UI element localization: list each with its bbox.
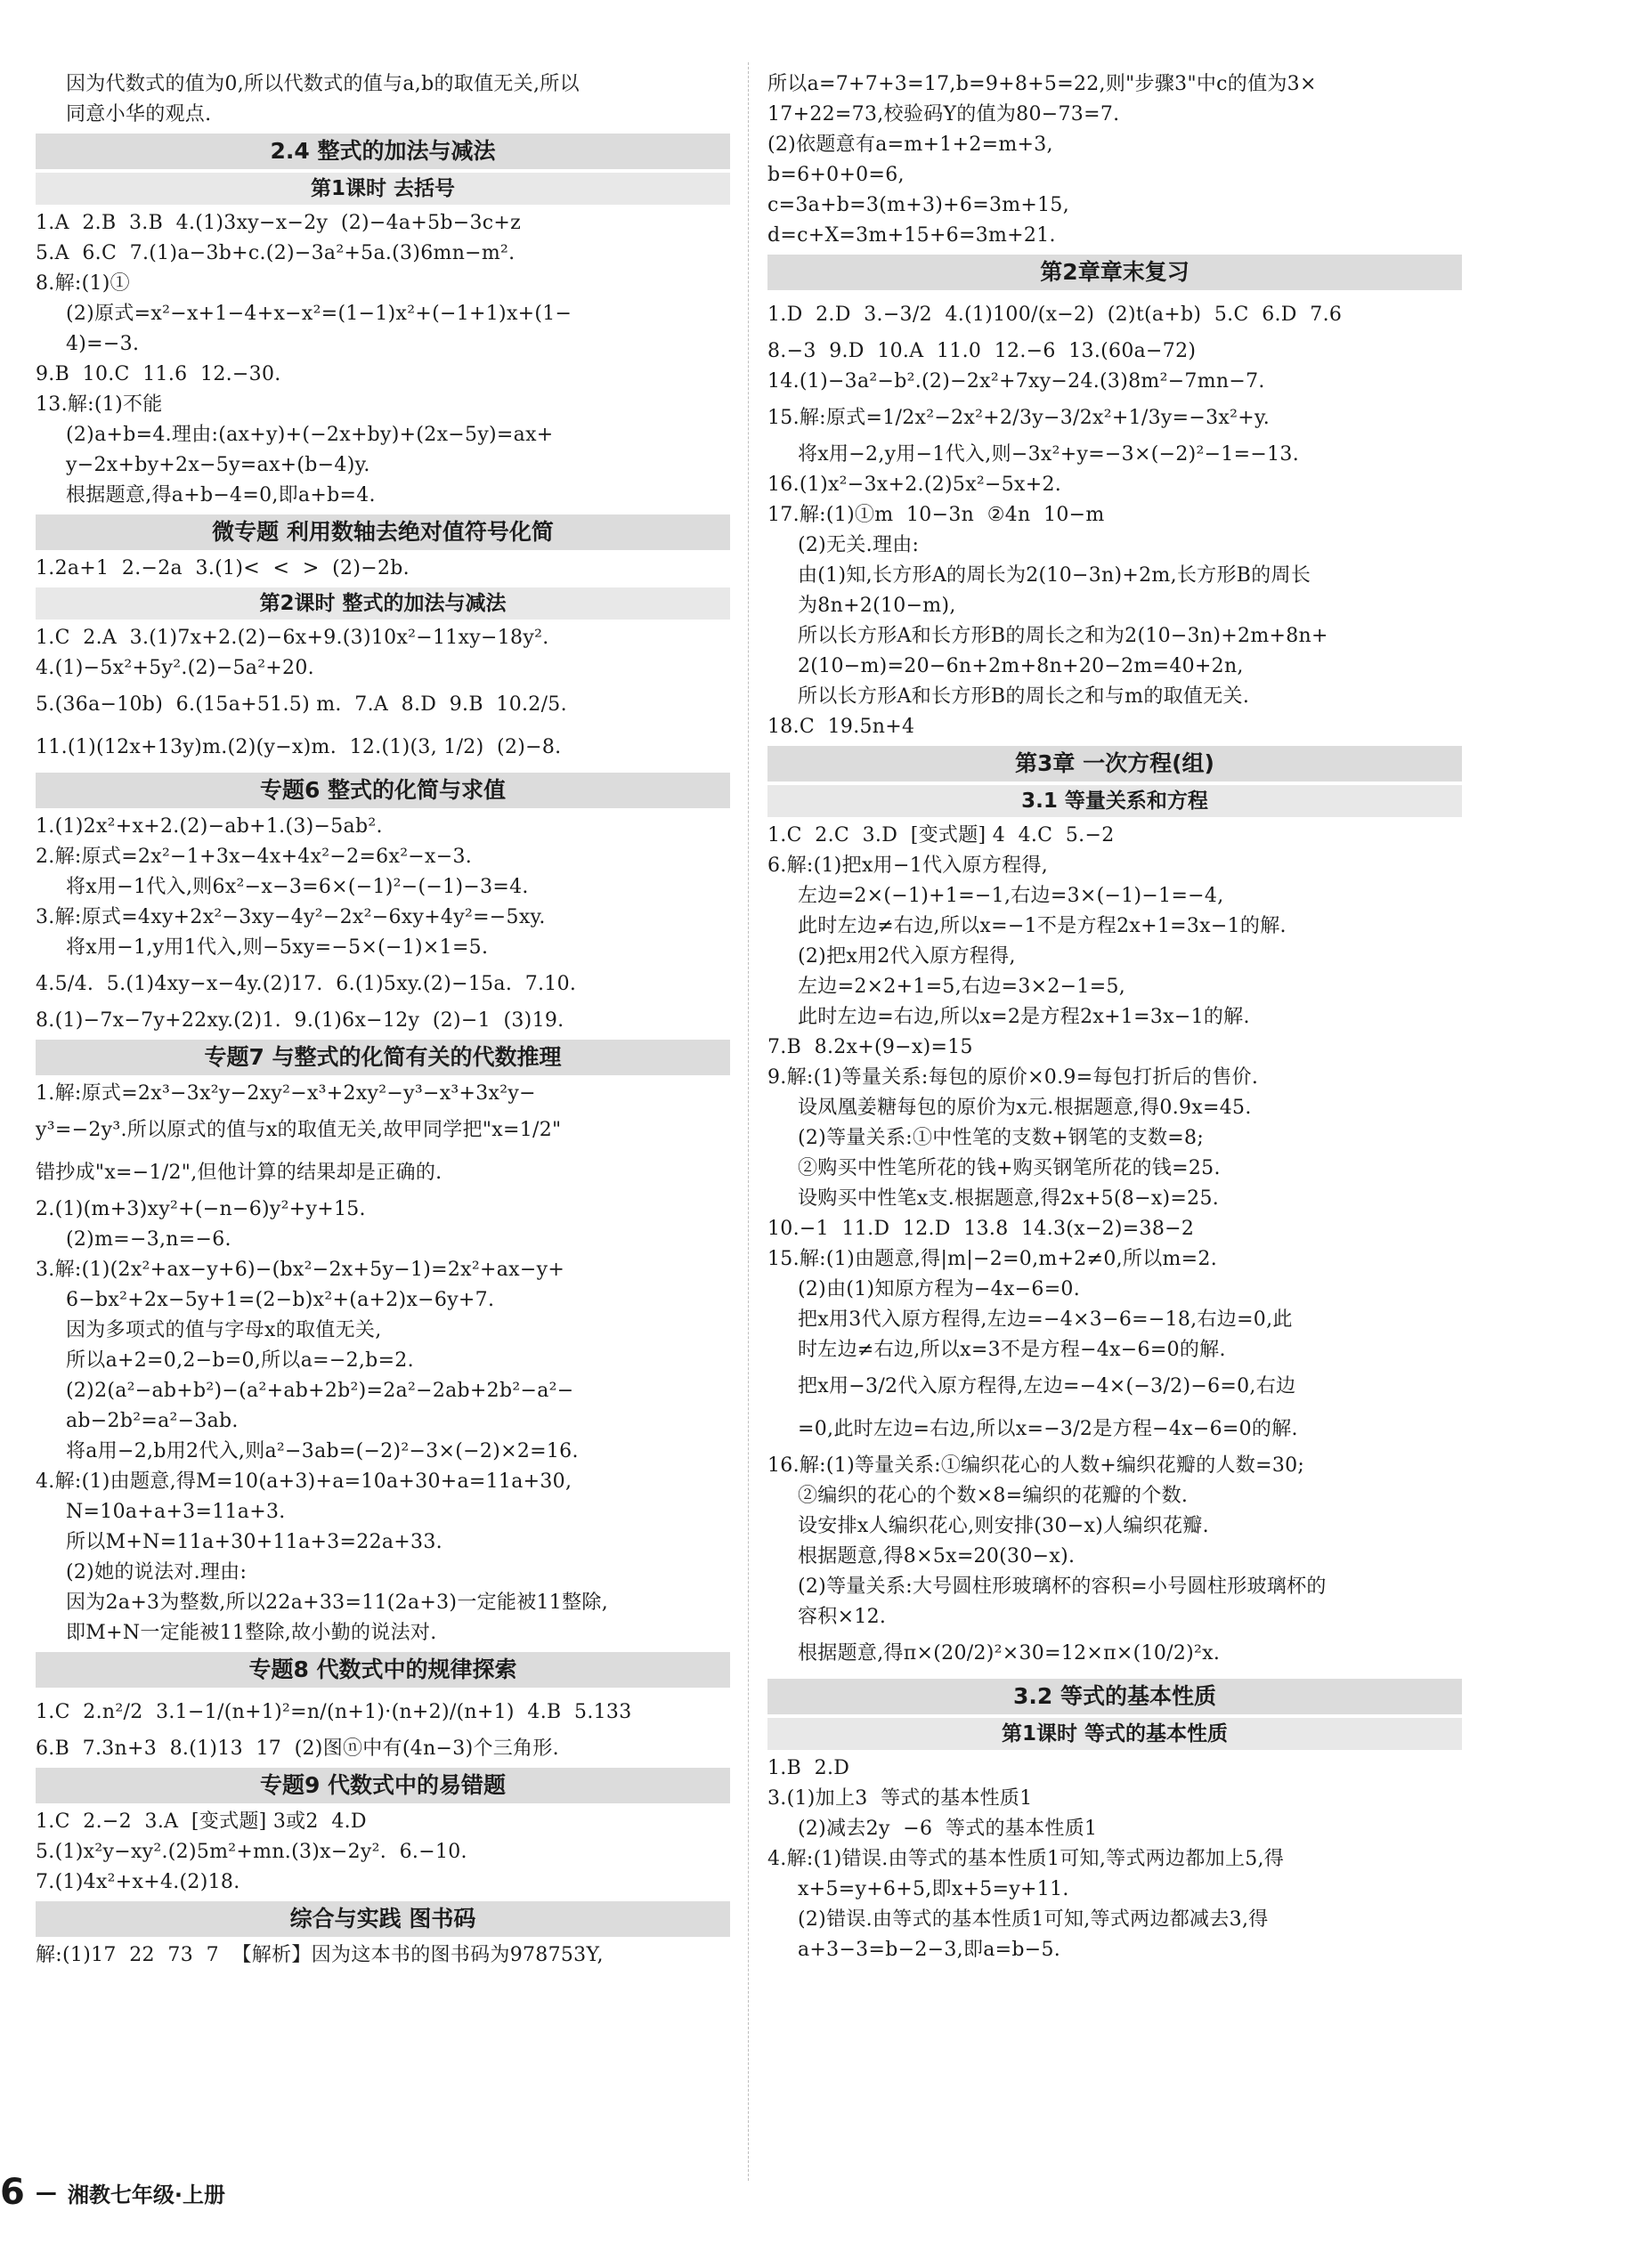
answer-line: 设凤凰姜糖每包的原价为x元.根据题意,得0.9x=45. — [798, 1097, 1252, 1119]
section-heading: 2.4 整式的加法与减法 — [36, 134, 730, 169]
answer-line: 1.解:原式=2x³−3x²y−2xy²−x³+2xy²−y³−x³+3x²y− — [36, 1082, 536, 1105]
answer-line: 3.解:(1)(2x²+ax−y+6)−(bx²−2x+5y−1)=2x²+ax−y+ — [36, 1259, 565, 1281]
answer-line: 7.B 8.2x+(9−x)=15 — [767, 1036, 973, 1058]
answer-line: 10.−1 11.D 12.D 13.8 14.3(x−2)=38−2 — [767, 1218, 1195, 1240]
answer-line: 3.解:原式=4xy+2x²−3xy−4y²−2x²−6xy+4y²=−5xy. — [36, 906, 546, 928]
page-footer — [0, 2172, 225, 2213]
answer-line: 同意小华的观点. — [66, 103, 212, 126]
answer-line: 左边=2×2+1=5,右边=3×2−1=5, — [798, 976, 1126, 998]
answer-line: 8.(1)−7x−7y+22xy.(2)1. 9.(1)6x−12y (2)−1 (3)19. — [36, 1009, 564, 1032]
answer-line: 由(1)知,长方形A的周长为2(10−3n)+2m,长方形B的周长 — [798, 564, 1311, 587]
answer-line: 此时左边≠右边,所以x=−1不是方程2x+1=3x−1的解. — [798, 915, 1287, 937]
answer-line: 根据题意,得8×5x=20(30−x). — [798, 1545, 1076, 1567]
answer-line: (2)无关.理由: — [798, 534, 920, 556]
section-heading: 3.2 等式的基本性质 — [767, 1679, 1462, 1714]
answer-line: 8.解:(1)① — [36, 272, 130, 295]
answer-line: 因为2a+3为整数,所以22a+33=11(2a+3)一定能被11整除, — [66, 1592, 609, 1614]
answer-line: 1.2a+1 2.−2a 3.(1)< < > (2)−2b. — [36, 557, 410, 579]
answer-line: 所以a=7+7+3=17,b=9+8+5=22,则"步骤3"中c的值为3× — [767, 73, 1317, 95]
answer-line: 根据题意,得a+b−4=0,即a+b=4. — [66, 484, 376, 506]
answer-line: 6.B 7.3n+3 8.(1)13 17 (2)图ⓝ中有(4n−3)个三角形. — [36, 1737, 559, 1760]
answer-line: N=10a+a+3=11a+3. — [66, 1501, 286, 1523]
answer-line: 设购买中性笔x支.根据题意,得2x+5(8−x)=25. — [798, 1187, 1220, 1210]
answer-line: 9.解:(1)等量关系:每包的原价×0.9=每包打折后的售价. — [767, 1066, 1259, 1089]
answer-line: 错抄成"x=−1/2",但他计算的结果却是正确的. — [36, 1162, 443, 1184]
answer-line: 1.C 2.n²/2 3.1−1/(n+1)²=n/(n+1)·(n+2)/(n+1) 4.B 5.133 — [36, 1701, 632, 1723]
answer-line: ②编织的花心的个数×8=编织的花瓣的个数. — [798, 1485, 1189, 1507]
answer-line: 18.C 19.5n+4 — [767, 716, 915, 738]
answer-line: (2)a+b=4.理由:(ax+y)+(−2x+by)+(2x−5y)=ax+ — [66, 424, 554, 446]
answer-line: 6.解:(1)把x用−1代入原方程得, — [767, 855, 1049, 877]
answer-line: 16.(1)x²−3x+2.(2)5x²−5x+2. — [767, 474, 1062, 496]
section-heading: 微专题 利用数轴去绝对值符号化简 — [36, 514, 730, 550]
answer-line: 所以M+N=11a+30+11a+3=22a+33. — [66, 1531, 443, 1553]
left-column — [36, 69, 730, 1971]
lesson-heading: 第1课时 去括号 — [36, 173, 730, 205]
section-heading: 专题9 代数式中的易错题 — [36, 1768, 730, 1803]
answer-line: 16.解:(1)等量关系:①编织花心的人数+编织花瓣的人数=30; — [767, 1454, 1305, 1477]
answer-line: 8.−3 9.D 10.A 11.0 12.−6 13.(60a−72) — [767, 340, 1197, 362]
answer-line: 所以长方形A和长方形B的周长之和与m的取值无关. — [798, 685, 1250, 708]
answer-line: d=c+X=3m+15+6=3m+21. — [767, 224, 1056, 247]
answer-line: 5.A 6.C 7.(1)a−3b+c.(2)−3a²+5a.(3)6mn−m². — [36, 242, 516, 264]
page-number: 6 — [0, 2172, 25, 2213]
section-heading: 第3章 一次方程(组) — [767, 746, 1462, 782]
answer-line: 9.B 10.C 11.6 12.−30. — [36, 363, 281, 385]
footer-dash: — — [35, 2180, 57, 2205]
lesson-heading: 3.1 等量关系和方程 — [767, 785, 1462, 817]
answer-line: (2)等量关系:大号圆柱形玻璃杯的容积=小号圆柱形玻璃杯的 — [798, 1575, 1327, 1598]
section-heading: 专题7 与整式的化简有关的代数推理 — [36, 1040, 730, 1075]
answer-line: 4.(1)−5x²+5y².(2)−5a²+20. — [36, 657, 314, 679]
answer-line: 此时左边=右边,所以x=2是方程2x+1=3x−1的解. — [798, 1006, 1250, 1028]
book-title: 湘教七年级·上册 — [67, 2182, 225, 2207]
answer-line: 17+22=73,校验码Y的值为80−73=7. — [767, 103, 1120, 126]
answer-line: 为8n+2(10−m), — [798, 595, 956, 617]
section-heading: 综合与实践 图书码 — [36, 1901, 730, 1937]
answer-line: 15.解:(1)由题意,得|m|−2=0,m+2≠0,所以m=2. — [767, 1248, 1217, 1270]
answer-line: (2)等量关系:①中性笔的支数+钢笔的支数=8; — [798, 1127, 1205, 1149]
answer-line: 时左边≠右边,所以x=3不是方程−4x−6=0的解. — [798, 1339, 1226, 1361]
answer-line: 1.(1)2x²+x+2.(2)−ab+1.(3)−5ab². — [36, 815, 383, 838]
answer-line: 左边=2×(−1)+1=−1,右边=3×(−1)−1=−4, — [798, 885, 1224, 907]
answer-line: 解:(1)17 22 73 7 【解析】因为这本书的图书码为978753Y, — [36, 1944, 604, 1966]
answer-line: 所以a+2=0,2−b=0,所以a=−2,b=2. — [66, 1349, 414, 1372]
answer-line: 15.解:原式=1/2x²−2x²+2/3y−3/2x²+1/3y=−3x²+y. — [767, 407, 1271, 429]
answer-line: 因为代数式的值为0,所以代数式的值与a,b的取值无关,所以 — [66, 73, 580, 95]
answer-line: (2)她的说法对.理由: — [66, 1561, 248, 1584]
answer-line: =0,此时左边=右边,所以x=−3/2是方程−4x−6=0的解. — [798, 1418, 1298, 1440]
answer-line: (2)减去2y −6 等式的基本性质1 — [798, 1818, 1098, 1840]
answer-line: 11.(1)(12x+13y)m.(2)(y−x)m. 12.(1)(3, 1/2) (2)−8. — [36, 736, 562, 758]
answer-line: 4.解:(1)错误.由等式的基本性质1可知,等式两边都加上5,得 — [767, 1848, 1285, 1870]
answer-line: y³=−2y³.所以原式的值与x的取值无关,故甲同学把"x=1/2" — [36, 1119, 562, 1141]
answer-line: 设安排x人编织花心,则安排(30−x)人编织花瓣. — [798, 1515, 1209, 1537]
right-column — [767, 69, 1462, 1965]
section-heading: 专题6 整式的化简与求值 — [36, 773, 730, 808]
answer-line: 17.解:(1)①m 10−3n ②4n 10−m — [767, 504, 1105, 526]
answer-line: y−2x+by+2x−5y=ax+(b−4)y. — [66, 454, 370, 476]
answer-line: (2)2(a²−ab+b²)−(a²+ab+2b²)=2a²−2ab+2b²−a²− — [66, 1380, 574, 1402]
section-heading: 第2章章末复习 — [767, 255, 1462, 290]
answer-line: a+3−3=b−2−3,即a=b−5. — [798, 1939, 1061, 1961]
column-divider — [748, 62, 750, 2181]
answer-line: 1.B 2.D — [767, 1757, 850, 1779]
answer-line: (2)依题意有a=m+1+2=m+3, — [767, 134, 1053, 156]
answer-line: 1.A 2.B 3.B 4.(1)3xy−x−2y (2)−4a+5b−3c+z — [36, 212, 522, 234]
answer-line: 所以长方形A和长方形B的周长之和为2(10−3n)+2m+8n+ — [798, 625, 1328, 647]
answer-line: (2)错误.由等式的基本性质1可知,等式两边都减去3,得 — [798, 1908, 1269, 1931]
answer-line: 即M+N一定能被11整除,故小勤的说法对. — [66, 1622, 437, 1644]
answer-line: 3.(1)加上3 等式的基本性质1 — [767, 1787, 1033, 1810]
answer-line: 把x用−3/2代入原方程得,左边=−4×(−3/2)−6=0,右边 — [798, 1375, 1296, 1397]
answer-line: 将x用−1代入,则6x²−x−3=6×(−1)²−(−1)−3=4. — [66, 876, 529, 898]
answer-line: 5.(1)x²y−xy².(2)5m²+mn.(3)x−2y². 6.−10. — [36, 1841, 467, 1863]
answer-line: 6−bx²+2x−5y+1=(2−b)x²+(a+2)x−6y+7. — [66, 1289, 495, 1311]
answer-line: b=6+0+0=6, — [767, 164, 905, 186]
answer-line: (2)由(1)知原方程为−4x−6=0. — [798, 1278, 1081, 1300]
lesson-heading: 第2课时 整式的加法与减法 — [36, 587, 730, 620]
answer-line: (2)m=−3,n=−6. — [66, 1228, 231, 1251]
answer-line: 1.C 2.C 3.D [变式题] 4 4.C 5.−2 — [767, 824, 1115, 846]
answer-line: 将x用−2,y用−1代入,则−3x²+y=−3×(−2)²−1=−13. — [798, 443, 1300, 466]
answer-line: 2(10−m)=20−6n+2m+8n+20−2m=40+2n, — [798, 655, 1244, 677]
answer-line: (2)把x用2代入原方程得, — [798, 945, 1016, 968]
answer-line: x+5=y+6+5,即x+5=y+11. — [798, 1878, 1069, 1900]
answer-line: 13.解:(1)不能 — [36, 393, 163, 416]
answer-line: 根据题意,得π×(20/2)²×30=12×π×(10/2)²x. — [798, 1642, 1221, 1665]
answer-line: c=3a+b=3(m+3)+6=3m+15, — [767, 194, 1070, 216]
lesson-heading: 第1课时 等式的基本性质 — [767, 1718, 1462, 1750]
answer-line: 2.(1)(m+3)xy²+(−n−6)y²+y+15. — [36, 1198, 366, 1220]
answer-line: 容积×12. — [798, 1606, 887, 1628]
answer-line: ②购买中性笔所花的钱+购买钢笔所花的钱=25. — [798, 1157, 1221, 1179]
answer-line: 4.解:(1)由题意,得M=10(a+3)+a=10a+30+a=11a+30, — [36, 1470, 572, 1493]
answer-line: 14.(1)−3a²−b².(2)−2x²+7xy−24.(3)8m²−7mn−7. — [767, 370, 1265, 393]
answer-line: 7.(1)4x²+x+4.(2)18. — [36, 1871, 240, 1893]
answer-line: 将x用−1,y用1代入,则−5xy=−5×(−1)×1=5. — [66, 936, 489, 959]
answer-line: ab−2b²=a²−3ab. — [66, 1410, 239, 1432]
answer-line: 4.5/4. 5.(1)4xy−x−4y.(2)17. 6.(1)5xy.(2)−15a. 7.10. — [36, 973, 577, 995]
answer-line: 1.D 2.D 3.−3/2 4.(1)100/(x−2) (2)t(a+b) 5.C 6.D 7.6 — [767, 304, 1343, 326]
answer-line: 把x用3代入原方程得,左边=−4×3−6=−18,右边=0,此 — [798, 1308, 1293, 1331]
answer-line: 2.解:原式=2x²−1+3x−4x+4x²−2=6x²−x−3. — [36, 846, 473, 868]
answer-line: (2)原式=x²−x+1−4+x−x²=(1−1)x²+(−1+1)x+(1− — [66, 303, 572, 325]
answer-line: 4)=−3. — [66, 333, 140, 355]
answer-line: 因为多项式的值与字母x的取值无关, — [66, 1319, 382, 1341]
answer-line: 1.C 2.A 3.(1)7x+2.(2)−6x+9.(3)10x²−11xy−18y². — [36, 627, 549, 649]
answer-line: 将a用−2,b用2代入,则a²−3ab=(−2)²−3×(−2)×2=16. — [66, 1440, 579, 1462]
answer-line: 1.C 2.−2 3.A [变式题] 3或2 4.D — [36, 1810, 367, 1833]
answer-line: 5.(36a−10b) 6.(15a+51.5) m. 7.A 8.D 9.B 10.2/5. — [36, 693, 567, 716]
section-heading: 专题8 代数式中的规律探索 — [36, 1652, 730, 1688]
